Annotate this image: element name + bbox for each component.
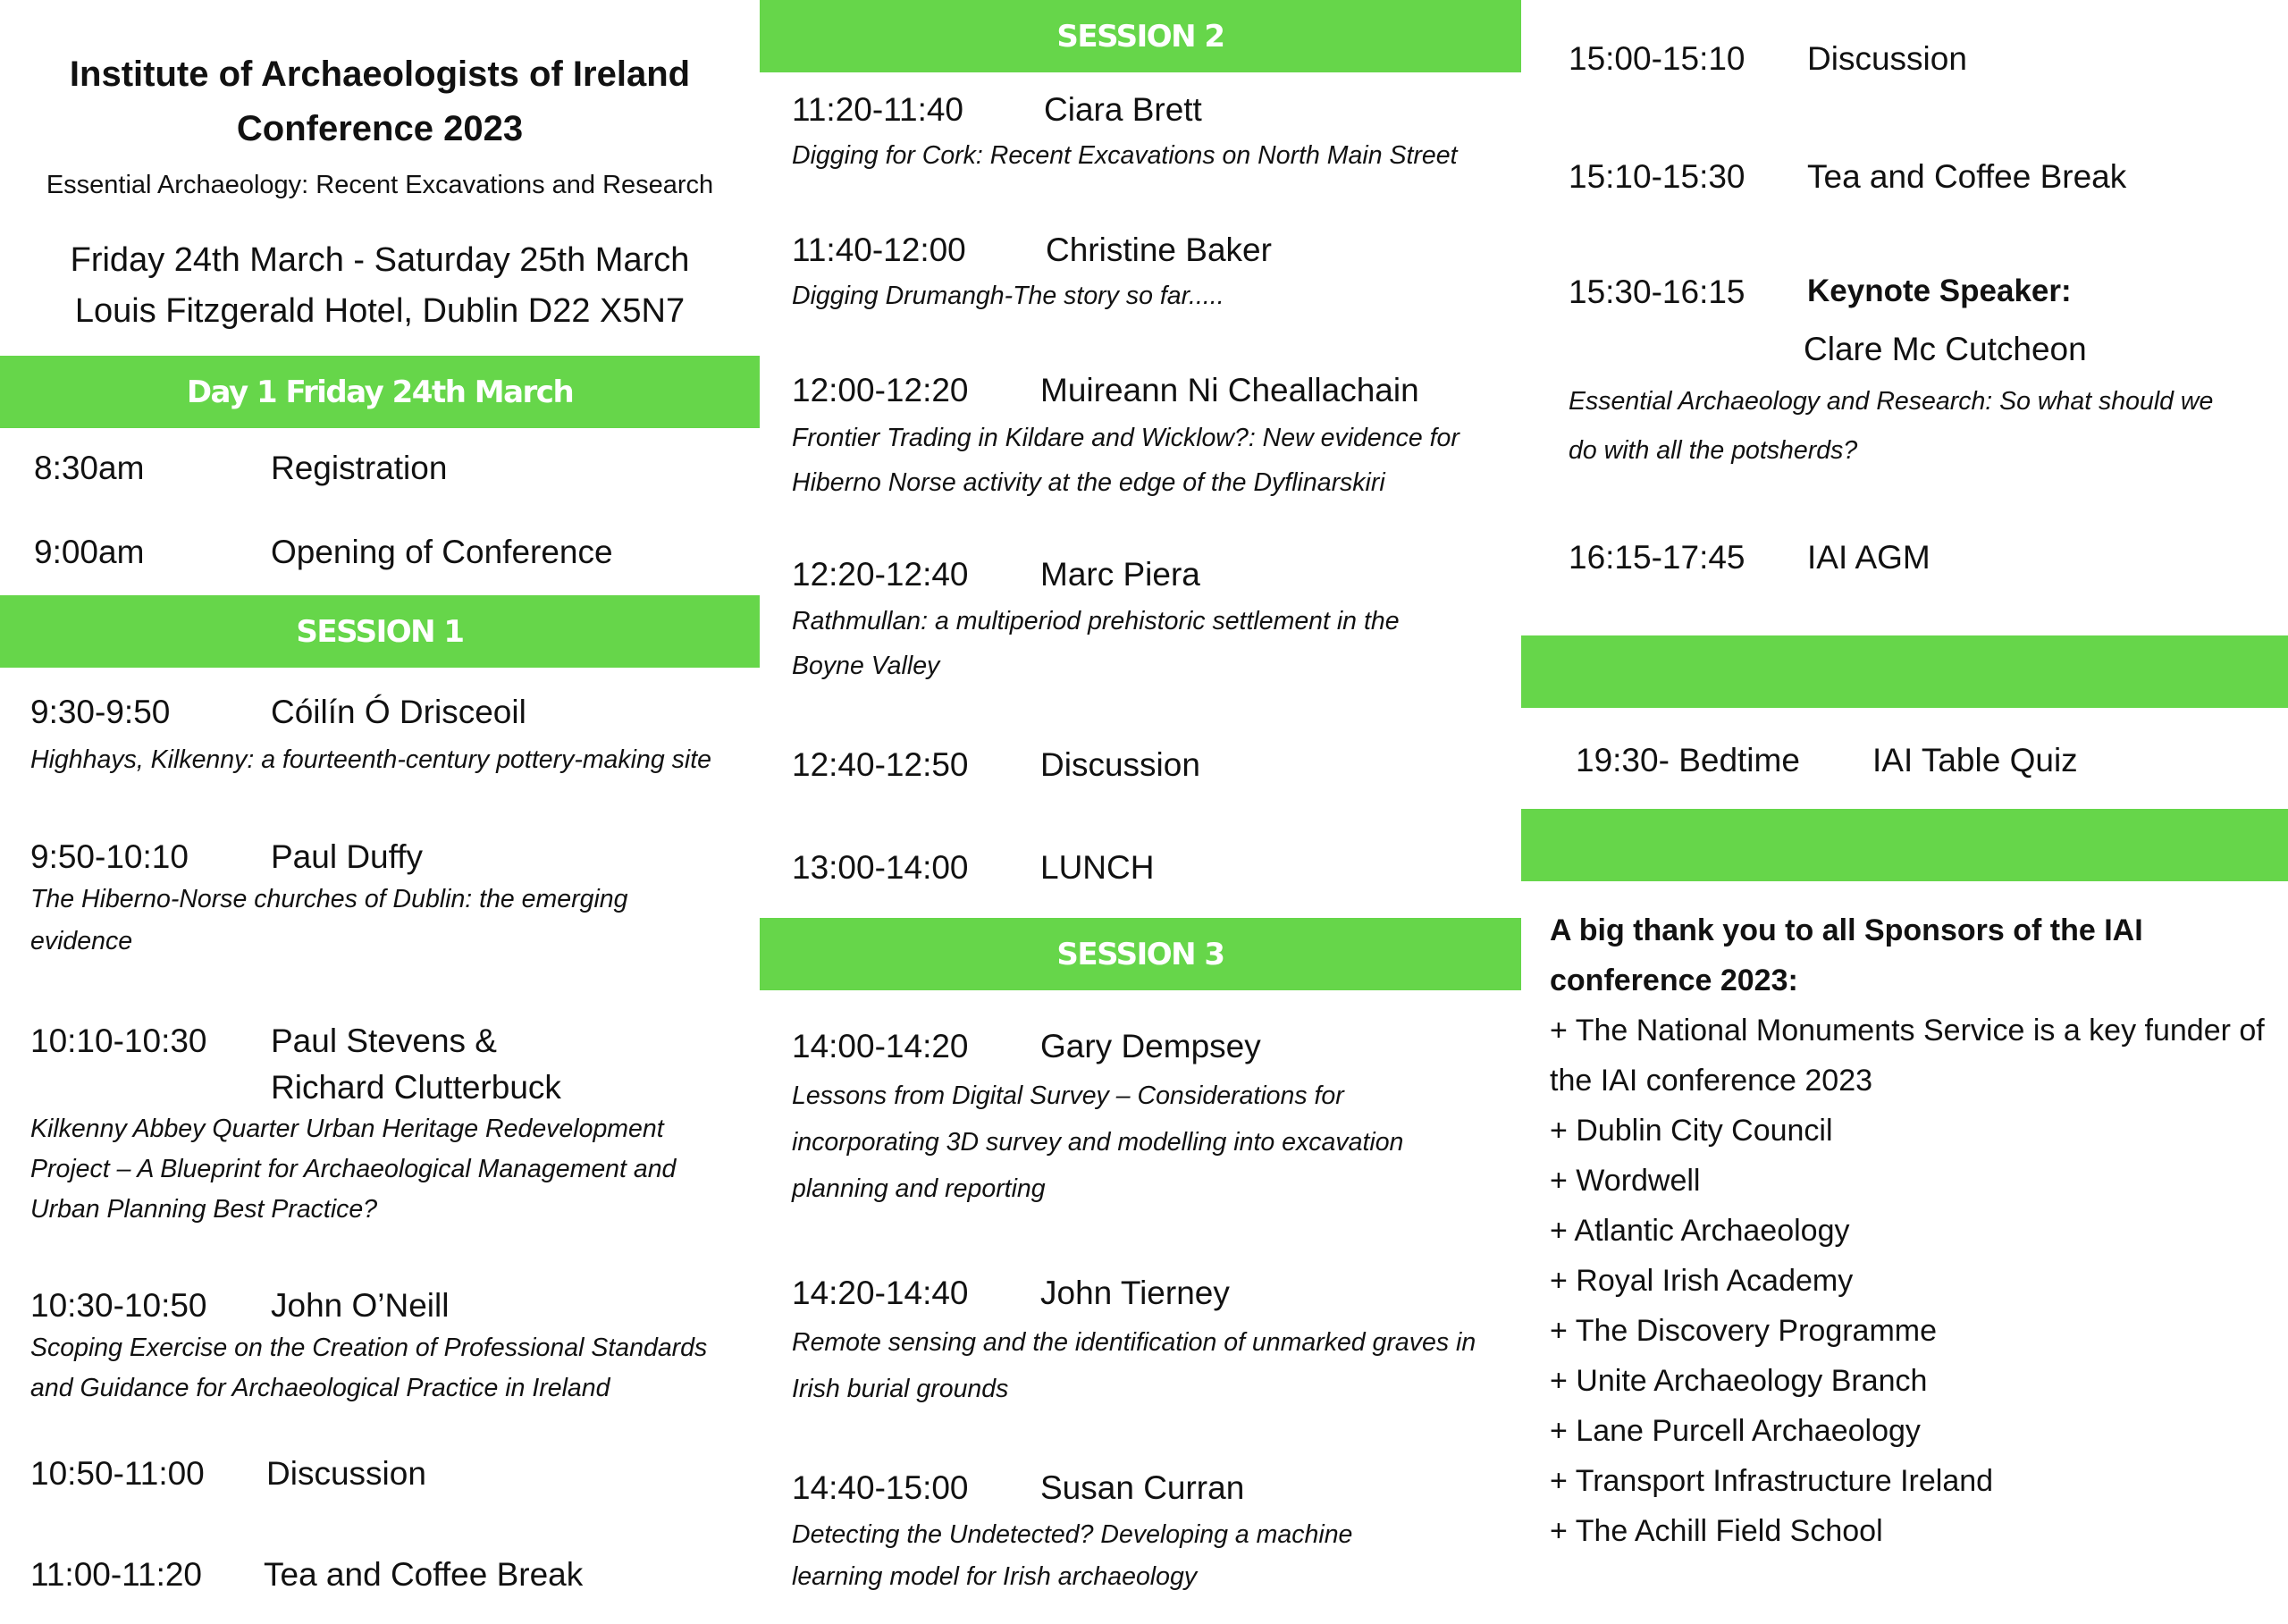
talk-title: Scoping Exercise on the Creation of Professional Standards and Guidance for Archaeological Practice in Ireland bbox=[30, 1334, 708, 1402]
talk-speaker: John O’Neill bbox=[271, 1287, 450, 1324]
break-label: Tea and Coffee Break bbox=[264, 1556, 584, 1593]
agm-label: IAI AGM bbox=[1807, 539, 1930, 576]
talk-time: 12:20-12:40 bbox=[792, 556, 969, 593]
talk-title: Kilkenny Abbey Quarter Urban Heritage Redevelopment Project – A Blueprint for Archaeological Management and Urban Planning Best Practice? bbox=[30, 1115, 677, 1224]
opening-label: Opening of Conference bbox=[271, 534, 613, 570]
talk-speaker: Ciara Brett bbox=[1044, 91, 1202, 128]
discussion-time: 10:50-11:00 bbox=[30, 1455, 205, 1492]
conference-dates-venue bbox=[0, 235, 760, 337]
sponsors-band bbox=[1521, 809, 2288, 881]
talk-time: 14:20-14:40 bbox=[792, 1275, 969, 1311]
evening-band bbox=[1521, 635, 2288, 708]
conference-subtitle: Essential Archaeology: Recent Excavations and Research bbox=[46, 171, 714, 199]
keynote-speaker: Clare Mc Cutcheon bbox=[1804, 331, 2087, 367]
session2-label: SESSION 2 bbox=[1056, 18, 1224, 55]
lunch-label: LUNCH bbox=[1040, 849, 1155, 886]
sponsors-heading: A big thank you to all Sponsors of the IAI conference 2023: bbox=[1550, 913, 2143, 997]
talk-title: Digging Drumangh-The story so far..... bbox=[792, 282, 1224, 310]
talk-title: Remote sensing and the identification of unmarked graves in Irish burial grounds bbox=[792, 1328, 1476, 1403]
talk-speaker: Gary Dempsey bbox=[1040, 1028, 1261, 1064]
talk-speaker: Cóilín Ó Drisceoil bbox=[271, 694, 526, 730]
column-sessions-2-3 bbox=[760, 0, 1521, 1624]
talk-time: 9:50-10:10 bbox=[30, 838, 189, 875]
session3-label: SESSION 3 bbox=[1056, 936, 1224, 972]
session3-band bbox=[760, 918, 1521, 990]
sponsor-item: + Wordwell bbox=[1550, 1164, 1701, 1198]
keynote-title: Essential Archaeology and Research: So what should we do with all the potsherds? bbox=[1569, 387, 2214, 465]
keynote-time: 15:30-16:15 bbox=[1569, 273, 1745, 310]
registration-time: 8:30am bbox=[34, 450, 145, 486]
discussion-time: 12:40-12:50 bbox=[792, 746, 969, 783]
sponsor-item: + The Achill Field School bbox=[1550, 1514, 1883, 1548]
agm-time: 16:15-17:45 bbox=[1569, 539, 1745, 576]
discussion-time: 15:00-15:10 bbox=[1569, 40, 1745, 77]
talk-speaker: Christine Baker bbox=[1046, 231, 1272, 268]
talk-speaker: Muireann Ni Cheallachain bbox=[1040, 372, 1419, 408]
talk-time: 14:40-15:00 bbox=[792, 1469, 969, 1506]
sponsor-item: + The Discovery Programme bbox=[1550, 1314, 1938, 1348]
sponsors-section bbox=[1550, 905, 2265, 1556]
day-band bbox=[0, 356, 760, 428]
conference-title bbox=[0, 47, 760, 156]
title-line-1: Institute of Archaeologists of Ireland bbox=[69, 55, 691, 94]
registration-label: Registration bbox=[271, 450, 448, 486]
session1-label: SESSION 1 bbox=[296, 613, 464, 650]
column-day1 bbox=[0, 0, 760, 1624]
talk-title: Highhays, Kilkenny: a fourteenth-century pottery-making site bbox=[30, 745, 711, 774]
talk-title: Frontier Trading in Kildare and Wicklow?: New evidence for Hiberno Norse activity at the edge of the Dyflinarskiri bbox=[792, 424, 1459, 497]
talk-speaker: Marc Piera bbox=[1040, 556, 1200, 593]
talk-time: 12:00-12:20 bbox=[792, 372, 969, 408]
break-time: 11:00-11:20 bbox=[30, 1556, 203, 1593]
talk-time: 11:40-12:00 bbox=[792, 231, 966, 268]
sponsor-item: + Transport Infrastructure Ireland bbox=[1550, 1464, 1994, 1498]
column-afternoon-sponsors bbox=[1521, 0, 2288, 1624]
sponsor-item: + Unite Archaeology Branch bbox=[1550, 1364, 1928, 1398]
opening-time: 9:00am bbox=[34, 534, 145, 570]
break-time: 15:10-15:30 bbox=[1569, 158, 1745, 195]
session1-band bbox=[0, 595, 760, 668]
discussion-label: Discussion bbox=[1040, 746, 1200, 783]
talk-speaker: Susan Curran bbox=[1040, 1469, 1245, 1506]
sponsor-item: + Lane Purcell Archaeology bbox=[1550, 1414, 1921, 1448]
talk-speaker: John Tierney bbox=[1040, 1275, 1230, 1311]
lunch-time: 13:00-14:00 bbox=[792, 849, 969, 886]
title-line-2: Conference 2023 bbox=[236, 109, 524, 148]
conference-dates: Friday 24th March - Saturday 25th March bbox=[70, 241, 690, 279]
sponsor-item: + The National Monuments Service is a key funder of the IAI conference 2023 bbox=[1550, 1014, 2265, 1098]
talk-time: 9:30-9:50 bbox=[30, 694, 171, 730]
talk-speaker-2: Richard Clutterbuck bbox=[271, 1069, 561, 1106]
discussion-label: Discussion bbox=[266, 1455, 426, 1492]
talk-title: Rathmullan: a multiperiod prehistoric settlement in the Boyne Valley bbox=[792, 607, 1400, 680]
talk-speaker: Paul Duffy bbox=[271, 838, 424, 875]
conference-venue: Louis Fitzgerald Hotel, Dublin D22 X5N7 bbox=[74, 292, 686, 330]
sponsor-item: + Dublin City Council bbox=[1550, 1114, 1833, 1148]
session2-band bbox=[760, 0, 1521, 72]
talk-title: Lessons from Digital Survey – Considerations for incorporating 3D survey and modelling into excavation planning and reporting bbox=[792, 1081, 1404, 1203]
talk-title: Digging for Cork: Recent Excavations on North Main Street bbox=[792, 141, 1458, 170]
day-band-label: Day 1 Friday 24th March bbox=[186, 374, 574, 410]
quiz-label: IAI Table Quiz bbox=[1872, 742, 2078, 778]
talk-title: The Hiberno-Norse churches of Dublin: the emerging evidence bbox=[30, 885, 628, 955]
sponsor-item: + Royal Irish Academy bbox=[1550, 1264, 1854, 1298]
talk-title: Detecting the Undetected? Developing a machine learning model for Irish archaeology bbox=[792, 1520, 1353, 1591]
talk-time: 14:00-14:20 bbox=[792, 1028, 969, 1064]
talk-speaker: Paul Stevens & bbox=[271, 1022, 497, 1059]
quiz-time: 19:30- Bedtime bbox=[1576, 742, 1800, 778]
talk-time: 10:10-10:30 bbox=[30, 1022, 207, 1059]
keynote-label: Keynote Speaker: bbox=[1807, 273, 2072, 308]
discussion-label: Discussion bbox=[1807, 40, 1967, 77]
sponsor-item: + Atlantic Archaeology bbox=[1550, 1214, 1850, 1248]
break-label: Tea and Coffee Break bbox=[1807, 158, 2127, 195]
talk-time: 10:30-10:50 bbox=[30, 1287, 207, 1324]
talk-time: 11:20-11:40 bbox=[792, 91, 964, 128]
